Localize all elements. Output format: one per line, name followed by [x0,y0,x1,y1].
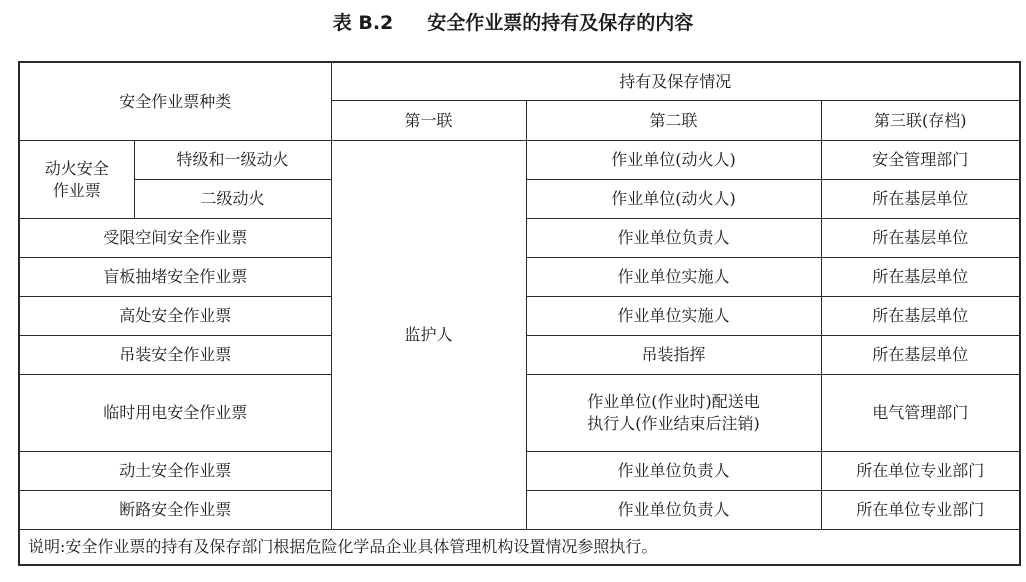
ticket-type-cell: 盲板抽堵安全作业票 [19,258,331,297]
copy3-cell: 电气管理部门 [821,375,1020,452]
hot-work-group-line1: 动火安全 [44,158,109,178]
copy3-cell: 所在基层单位 [821,180,1020,219]
hot-work-level: 二级动火 [134,180,331,219]
copy3-cell: 所在基层单位 [821,336,1020,375]
copy2-cell: 作业单位(动火人) [526,180,821,219]
copy2-cell: 作业单位实施人 [526,258,821,297]
hot-work-group-line2: 作业票 [52,180,101,200]
copy2-cell: 作业单位实施人 [526,297,821,336]
header-copy1: 第一联 [331,101,526,141]
hot-work-level: 特级和一级动火 [134,141,331,180]
ticket-type-cell: 断路安全作业票 [19,491,331,530]
table-row [19,141,1020,180]
ticket-table [18,61,1021,566]
copy3-cell: 所在单位专业部门 [821,491,1020,530]
header-row-1 [19,62,1020,101]
ticket-type-cell: 高处安全作业票 [19,297,331,336]
copy1-cell: 监护人 [331,141,526,530]
table-title [0,8,1026,38]
header-copy3: 第三联(存档) [821,101,1020,141]
copy3-cell: 所在基层单位 [821,258,1020,297]
copy2-line: 作业单位(作业时)配送电 [587,392,760,411]
ticket-type-cell: 临时用电安全作业票 [19,375,331,452]
note-row [19,530,1020,566]
copy3-cell: 安全管理部门 [821,141,1020,180]
table-number: 表 B.2 [332,12,394,34]
copy2-cell: 吊装指挥 [526,336,821,375]
copy3-cell: 所在基层单位 [821,219,1020,258]
table-note: 说明:安全作业票的持有及保存部门根据危险化学品企业具体管理机构设置情况参照执行。 [19,530,1020,566]
ticket-type-cell: 受限空间安全作业票 [19,219,331,258]
copy3-cell: 所在基层单位 [821,297,1020,336]
header-holding: 持有及保存情况 [331,62,1020,101]
copy2-line: 执行人(作业结束后注销) [587,414,760,433]
ticket-type-cell: 吊装安全作业票 [19,336,331,375]
header-ticket-type: 安全作业票种类 [19,62,331,141]
hot-work-group [19,141,134,219]
copy2-cell [526,375,821,452]
copy2-cell: 作业单位负责人 [526,219,821,258]
copy2-cell: 作业单位(动火人) [526,141,821,180]
header-copy2: 第二联 [526,101,821,141]
copy2-cell: 作业单位负责人 [526,452,821,491]
table-caption: 安全作业票的持有及保存的内容 [427,12,694,34]
copy3-cell: 所在单位专业部门 [821,452,1020,491]
copy2-cell: 作业单位负责人 [526,491,821,530]
ticket-type-cell: 动土安全作业票 [19,452,331,491]
